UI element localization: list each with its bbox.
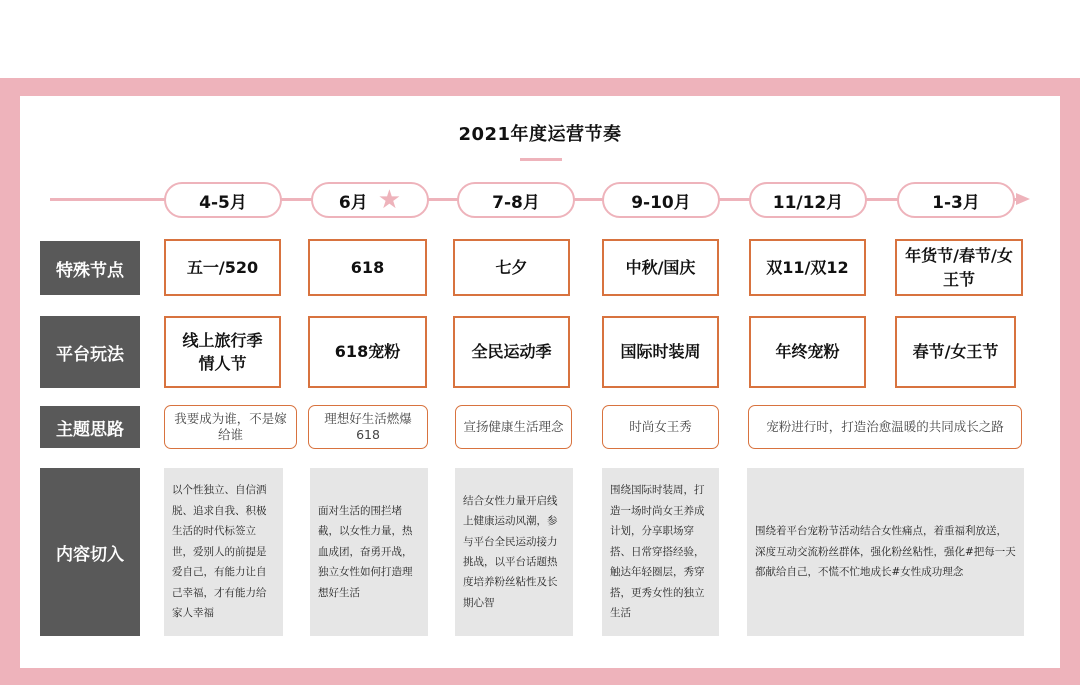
title-underline: [520, 158, 562, 161]
month-pill-4: [602, 182, 720, 218]
content-text: 以个性独立、自信洒脱、追求自我、积极生活的时代标签立世，爱别人的前提是爱自己，有能力让自己幸福，才有能力给家人幸福: [172, 484, 267, 620]
theme-box: 理想好生活燃爆618: [308, 405, 428, 449]
content-card: [602, 468, 719, 636]
special-node-box: 年货节/春节/女王节: [895, 239, 1023, 296]
month-pill-2: [311, 182, 429, 218]
platform-play-box: 全民运动季: [453, 316, 570, 388]
month-label: 1-3月: [932, 192, 980, 213]
content-text: 面对生活的围拦堵截，以女性力量，热血成团，奋勇开战，独立女性如何打造理想好生活: [318, 504, 413, 599]
content-text: 结合女性力量开启线上健康运动风潮，参与平台全民运动接力挑战，以平台话题热度培养粉丝粘性及长期心智: [463, 494, 558, 609]
month-pill-5: [749, 182, 867, 218]
theme-box: 时尚女王秀: [602, 405, 719, 449]
content-card: [455, 468, 573, 636]
special-node-box: 中秋/国庆: [602, 239, 719, 296]
special-node-box: 七夕: [453, 239, 570, 296]
content-card: [310, 468, 428, 636]
row-label-platform-play: 平台玩法: [40, 316, 140, 388]
content-card: [747, 468, 1024, 636]
page-title: 2021年度运营节奏: [458, 124, 622, 145]
platform-play-box: 年终宠粉: [749, 316, 866, 388]
star-icon: ★: [377, 185, 402, 215]
platform-play-box: 618宠粉: [308, 316, 427, 388]
month-pill-6: [897, 182, 1015, 218]
theme-box: 我要成为谁，不是嫁给谁: [164, 405, 297, 449]
platform-play-box: 线上旅行季情人节: [164, 316, 281, 388]
timeline-arrow-icon: [1016, 193, 1030, 205]
month-label: 11/12月: [772, 192, 844, 213]
platform-play-box: 国际时装周: [602, 316, 719, 388]
month-label: 7-8月: [492, 192, 540, 213]
platform-play-box: 春节/女王节: [895, 316, 1016, 388]
special-node-box: 双11/双12: [749, 239, 866, 296]
row-label-content-entry: 内容切入: [40, 468, 140, 636]
month-label: 4-5月: [199, 192, 247, 213]
content-text: 围绕国际时装周，打造一场时尚女王养成计划，分享职场穿搭、日常穿搭经验，触达年轻圈层，秀穿搭，更秀女性的独立生活: [610, 484, 705, 620]
month-label: 9-10月: [631, 192, 691, 213]
theme-box: 宠粉进行时，打造治愈温暖的共同成长之路: [748, 405, 1022, 449]
special-node-box: 五一/520: [164, 239, 281, 296]
month-pill-3: [457, 182, 575, 218]
row-label-theme-idea: 主题思路: [40, 406, 140, 448]
content-card: [164, 468, 283, 636]
theme-box: 宣扬健康生活理念: [455, 405, 572, 449]
row-label-special-nodes: 特殊节点: [40, 241, 140, 295]
month-label: 6月: [338, 192, 368, 213]
special-node-box: 618: [308, 239, 427, 296]
content-text: 围绕着平台宠粉节活动结合女性痛点，着重福利放送，深度互动交流粉丝群体，强化粉丝粘性，强化#把每一天都献给自己，不慌不忙地成长#女性成功理念: [755, 525, 1016, 579]
month-pill-1: [164, 182, 282, 218]
